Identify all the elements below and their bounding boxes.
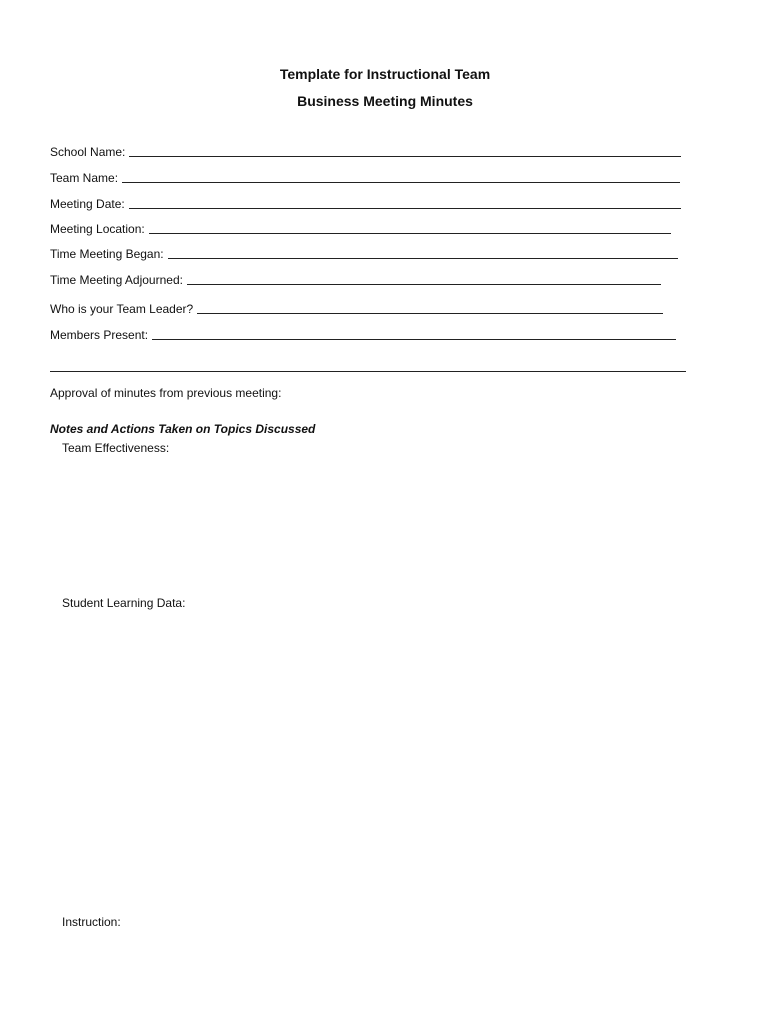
school-name-label: School Name: — [50, 145, 126, 159]
team-name-blank[interactable] — [122, 172, 680, 183]
time-adjourned-field[interactable] — [50, 273, 661, 287]
members-present-continuation-line[interactable] — [50, 371, 686, 372]
meeting-date-blank[interactable] — [129, 198, 681, 209]
members-present-field[interactable] — [50, 328, 676, 342]
team-name-label: Team Name: — [50, 171, 119, 185]
team-name-field[interactable] — [50, 171, 680, 185]
document-subtitle: Business Meeting Minutes — [297, 93, 473, 109]
school-name-field[interactable] — [50, 145, 681, 159]
members-present-blank[interactable] — [152, 329, 676, 340]
document-title: Template for Instructional Team — [279, 66, 491, 82]
notes-heading: Notes and Actions Taken on Topics Discussed — [50, 422, 316, 436]
meeting-date-label: Meeting Date: — [50, 197, 125, 211]
time-adjourned-label: Time Meeting Adjourned: — [50, 273, 183, 287]
approval-label: Approval of minutes from previous meeting: — [50, 386, 282, 400]
meeting-date-field[interactable] — [50, 197, 681, 211]
team-leader-field[interactable] — [50, 302, 663, 316]
members-present-label: Members Present: — [50, 328, 149, 342]
meeting-location-blank[interactable] — [149, 223, 671, 234]
topic-student-learning-data: Student Learning Data: — [62, 596, 186, 610]
team-leader-blank[interactable] — [197, 303, 663, 314]
meeting-location-label: Meeting Location: — [50, 222, 145, 236]
time-adjourned-blank[interactable] — [187, 274, 661, 285]
time-began-blank[interactable] — [168, 248, 678, 259]
time-began-field[interactable] — [50, 247, 678, 261]
team-leader-label: Who is your Team Leader? — [50, 302, 194, 316]
topic-team-effectiveness: Team Effectiveness: — [62, 441, 170, 455]
topic-instruction: Instruction: — [62, 915, 121, 929]
time-began-label: Time Meeting Began: — [50, 247, 164, 261]
meeting-location-field[interactable] — [50, 222, 671, 236]
school-name-blank[interactable] — [129, 146, 681, 157]
